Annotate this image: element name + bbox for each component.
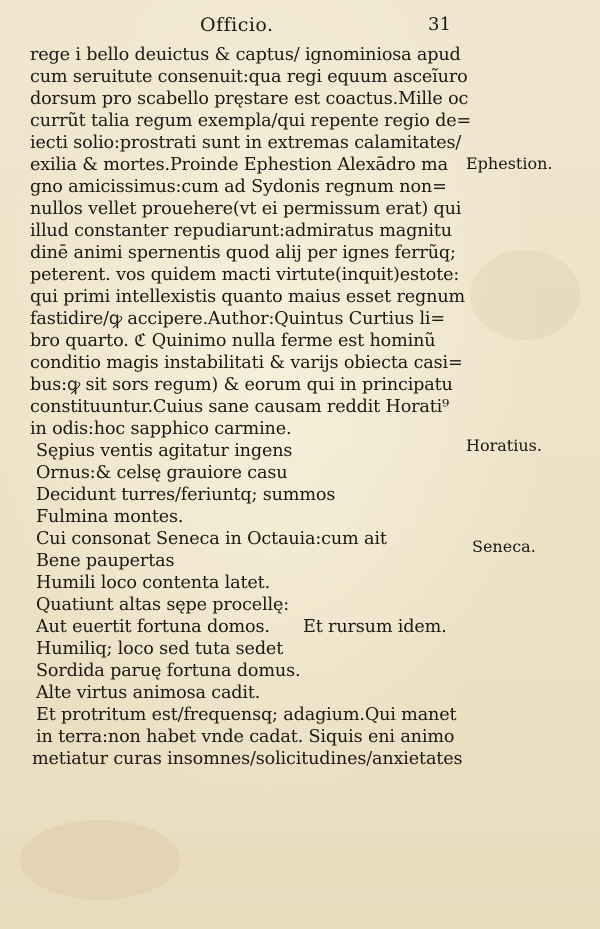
page-number: 31 [428, 14, 451, 35]
verse-line: Ornus:& celsę grauiore casu [36, 463, 288, 483]
verse-line: Sępius ventis agitatur ingens [36, 441, 293, 461]
verse-line: Decidunt turres/feriuntq; summos [36, 485, 336, 505]
running-title: Officio. [200, 14, 274, 36]
text-line: metiatur curas insomnes/solicitudines/anxietates [32, 749, 463, 769]
text-line: iecti solio:prostrati sunt in extremas calamitates/ [30, 133, 462, 153]
verse-line: Alte virtus animosa cadit. [36, 683, 261, 703]
text-line: nullos vellet prouehere(vt ei permissum erat) qui [30, 199, 462, 219]
verse-line: Humiliq; loco sed tuta sedet [36, 639, 284, 659]
text-line: Cui consonat Seneca in Octauia:cum ait [36, 529, 387, 549]
text-line: conditio magis instabilitati & varijs obiecta casi= [30, 353, 463, 373]
text-line: rege i bello deuictus & captus/ ignominiosa apud [30, 45, 461, 65]
text-line: currũt talia regum exempla/qui repente regio de= [30, 111, 472, 131]
margin-note-horatius: Horatius. [466, 436, 542, 455]
text-line: illud constanter repudiarunt:admiratus magnitu [30, 221, 452, 241]
margin-note-ephestion: Ephestion. [466, 154, 553, 173]
text-line: qui primi intellexistis quanto maius esset regnum [30, 287, 466, 307]
text-line: gno amicissimus:cum ad Sydonis regnum non= [30, 177, 447, 197]
text-line: bus:ꝙ sit sors regum) & eorum qui in principatu [30, 375, 453, 395]
verse-line: Quatiunt altas sępe procellę: [36, 595, 290, 615]
paper-stain [20, 820, 180, 900]
margin-note-seneca: Seneca. [472, 537, 536, 556]
text-line: fastidire/ꝙ accipere.Author:Quintus Curtius li= [30, 309, 445, 329]
verse-line: Bene paupertas [36, 551, 175, 571]
verse-line: Fulmina montes. [36, 507, 184, 527]
text-line: dorsum pro scabello pręstare est coactus.Mille oc [30, 89, 469, 109]
text-line: in odis:hoc sapphico carmine. [30, 419, 292, 439]
text-line: in terra:non habet vnde cadat. Siquis eni animo [36, 727, 455, 747]
inline-note: Et rursum idem. [303, 617, 447, 637]
text-line: cum seruitute consenuit:qua regi equum asceĩuro [30, 67, 468, 87]
text-line: peterent. vos quidem macti virtute(inquit)estote: [30, 265, 460, 285]
text-line: constituuntur.Cuius sane causam reddit Horati⁹ [30, 397, 450, 417]
text-line: exilia & mortes.Proinde Ephestion Alexādro ma [30, 155, 448, 175]
verse-line: Humili loco contenta latet. [36, 573, 271, 593]
paper-stain [470, 250, 580, 340]
verse-line: Aut euertit fortuna domos. [36, 617, 270, 637]
verse-line: Sordida paruę fortuna domus. [36, 661, 301, 681]
text-line: dinē animi spernentis quod alij per ignes ferrũq; [30, 243, 456, 263]
text-line: bro quarto. ℭ Quinimo nulla ferme est hominũ [30, 331, 436, 351]
running-header [200, 14, 450, 40]
text-line: Et protritum est/frequensq; adagium.Qui manet [36, 705, 457, 725]
